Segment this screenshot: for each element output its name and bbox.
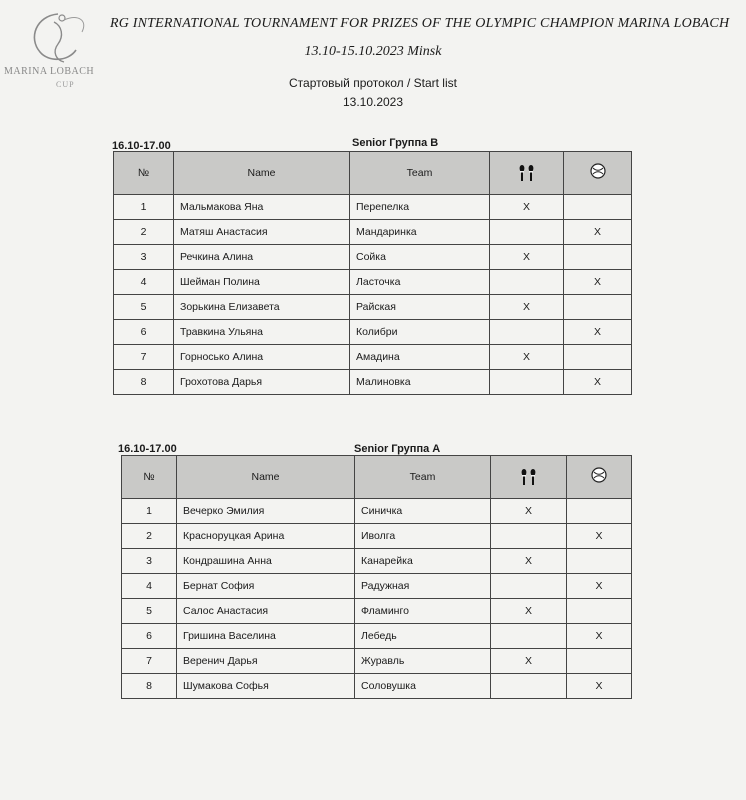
ball-mark <box>567 649 632 674</box>
ball-mark: X <box>564 270 632 295</box>
table-row <box>122 624 632 649</box>
clubs-icon <box>516 162 538 184</box>
clubs-mark <box>491 524 567 549</box>
row-number: 3 <box>114 245 174 270</box>
clubs-mark: X <box>491 599 567 624</box>
gymnast-logo-icon <box>18 8 98 70</box>
participant-name: Горносько Алина <box>174 345 350 370</box>
row-number: 1 <box>122 499 177 524</box>
row-number: 8 <box>122 674 177 699</box>
table-row <box>122 674 632 699</box>
row-number: 3 <box>122 549 177 574</box>
ball-mark <box>567 599 632 624</box>
start-list-table <box>113 151 632 395</box>
team-name: Ласточка <box>350 270 490 295</box>
table-row <box>122 574 632 599</box>
table-row <box>114 220 632 245</box>
row-number: 7 <box>122 649 177 674</box>
column-header-num: № <box>114 152 174 195</box>
team-name: Соловушка <box>355 674 491 699</box>
row-number: 6 <box>114 320 174 345</box>
ball-mark: X <box>564 320 632 345</box>
participant-name: Кондрашина Анна <box>177 549 355 574</box>
column-header-clubs <box>490 152 564 195</box>
ball-mark <box>567 549 632 574</box>
ball-mark: X <box>567 574 632 599</box>
table-row <box>114 295 632 320</box>
clubs-mark: X <box>490 245 564 270</box>
team-name: Лебедь <box>355 624 491 649</box>
participant-name: Вечерко Эмилия <box>177 499 355 524</box>
clubs-mark <box>491 674 567 699</box>
team-name: Иволга <box>355 524 491 549</box>
section-time: 16.10-17.00 <box>118 443 177 455</box>
row-number: 2 <box>122 524 177 549</box>
table-body <box>122 499 632 699</box>
row-number: 5 <box>122 599 177 624</box>
table-row <box>114 320 632 345</box>
clubs-mark: X <box>490 195 564 220</box>
team-name: Колибри <box>350 320 490 345</box>
clubs-mark: X <box>490 345 564 370</box>
team-name: Сойка <box>350 245 490 270</box>
participant-name: Грохотова Дарья <box>174 370 350 395</box>
table-header-row <box>114 152 632 195</box>
clubs-icon <box>518 466 540 488</box>
ball-mark <box>564 345 632 370</box>
table-body <box>114 195 632 395</box>
participant-name: Бернат София <box>177 574 355 599</box>
table-row <box>122 599 632 624</box>
participant-name: Травкина Ульяна <box>174 320 350 345</box>
table-row <box>122 549 632 574</box>
team-name: Перепелка <box>350 195 490 220</box>
tournament-dates: 13.10-15.10.2023 Minsk <box>304 44 442 59</box>
logo-text: MARINA LOBACH <box>4 66 95 77</box>
logo-subtext: CUP <box>56 80 75 89</box>
section-time: 16.10-17.00 <box>112 140 171 152</box>
column-header-team: Team <box>355 456 491 499</box>
ball-mark: X <box>567 674 632 699</box>
row-number: 4 <box>114 270 174 295</box>
table-row <box>122 524 632 549</box>
table-row <box>114 270 632 295</box>
ball-icon <box>588 466 610 488</box>
participant-name: Шейман Полина <box>174 270 350 295</box>
participant-name: Красноруцкая Арина <box>177 524 355 549</box>
team-name: Амадина <box>350 345 490 370</box>
ball-mark: X <box>567 624 632 649</box>
clubs-mark <box>490 320 564 345</box>
ball-mark: X <box>564 220 632 245</box>
clubs-mark: X <box>490 295 564 320</box>
participant-name: Речкина Алина <box>174 245 350 270</box>
tournament-title: RG INTERNATIONAL TOURNAMENT FOR PRIZES OF THE OLYMPIC CHAMPION MARINA LOBACH <box>110 16 730 31</box>
participant-name: Мальмакова Яна <box>174 195 350 220</box>
table-row <box>122 649 632 674</box>
table-row <box>114 370 632 395</box>
ball-icon <box>587 162 609 184</box>
participant-name: Гришина Васелина <box>177 624 355 649</box>
clubs-mark <box>491 574 567 599</box>
participant-name: Матяш Анастасия <box>174 220 350 245</box>
table-row <box>114 195 632 220</box>
table-header-row <box>122 456 632 499</box>
table-row <box>114 245 632 270</box>
start-list-table <box>121 455 632 699</box>
participant-name: Шумакова Софья <box>177 674 355 699</box>
row-number: 5 <box>114 295 174 320</box>
document-date: 13.10.2023 <box>342 95 404 109</box>
section-group: Senior Группа А <box>354 443 441 455</box>
ball-mark <box>564 295 632 320</box>
participant-name: Веренич Дарья <box>177 649 355 674</box>
column-header-clubs <box>491 456 567 499</box>
row-number: 6 <box>122 624 177 649</box>
column-header-name: Name <box>177 456 355 499</box>
column-header-team: Team <box>350 152 490 195</box>
ball-mark: X <box>567 524 632 549</box>
table-row <box>122 499 632 524</box>
ball-mark <box>564 245 632 270</box>
participant-name: Зорькина Елизавета <box>174 295 350 320</box>
section-group: Senior Группа В <box>352 137 439 149</box>
team-name: Фламинго <box>355 599 491 624</box>
ball-mark: X <box>564 370 632 395</box>
clubs-mark: X <box>491 499 567 524</box>
column-header-num: № <box>122 456 177 499</box>
document-subtitle: Стартовый протокол / Start list <box>289 76 457 90</box>
team-name: Журавль <box>355 649 491 674</box>
team-name: Синичка <box>355 499 491 524</box>
participant-name: Салос Анастасия <box>177 599 355 624</box>
clubs-mark <box>490 270 564 295</box>
clubs-mark: X <box>491 549 567 574</box>
ball-mark <box>564 195 632 220</box>
row-number: 4 <box>122 574 177 599</box>
table-row <box>114 345 632 370</box>
clubs-mark: X <box>491 649 567 674</box>
clubs-mark <box>490 220 564 245</box>
column-header-name: Name <box>174 152 350 195</box>
row-number: 8 <box>114 370 174 395</box>
team-name: Райская <box>350 295 490 320</box>
team-name: Мандаринка <box>350 220 490 245</box>
row-number: 1 <box>114 195 174 220</box>
clubs-mark <box>491 624 567 649</box>
team-name: Малиновка <box>350 370 490 395</box>
column-header-ball <box>564 152 632 195</box>
ball-mark <box>567 499 632 524</box>
team-name: Канарейка <box>355 549 491 574</box>
row-number: 2 <box>114 220 174 245</box>
clubs-mark <box>490 370 564 395</box>
team-name: Радужная <box>355 574 491 599</box>
row-number: 7 <box>114 345 174 370</box>
column-header-ball <box>567 456 632 499</box>
